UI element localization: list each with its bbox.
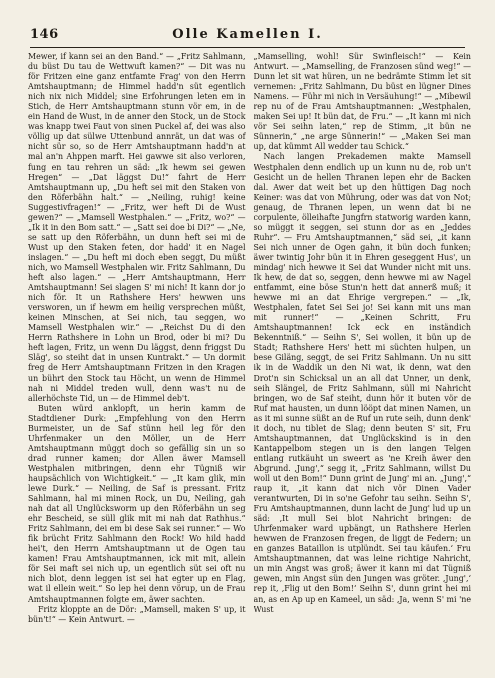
paragraph: Mewer, if kann sei an den Band.“ — „Fritz Sahlmann, du büst Du tau de Wettwuft kamen?“ — Dit was nu för Fritzen eine ganz entfamte Frag' von den Herrn Amtshauptmann; de Himmel hadd'n süt egentlich nich nix nich Middel; sine Erfohrungen leten em in Stich, de Herr Amtshauptmann stunn vör em, in de ein Hand de Wust, in de anner den Stock, un de Stock was knapp twei Faut von sinen Puckel af, dei was also völlig up dat sülwe Uttenbund annrät, un dat was of nicht sür so, so de Herr Amtshauptmann hadd'n at mal an'n Ahppen marft. Hei gawwe sit also verloren, fung en tau rehren un säd: „Ik hewm sei gewen Hregen“ — „Dat läggst Du!“ fahrt de Herr Amtshauptmann up, „Du heft sei mit den Staken von den Röferbähn halt.“ — „Neiling, ruhig! keine Suggestivfragen!“ — „Fritz, wer heft Di de Wust gewen?“ — „Mamsell Westphalen.“ — „Fritz, wo?“ — „Ik it in den Bom satt.“ — „Satt sei doe bi Di?“ — „Ne, se satt up den Röferbähn, un dunn heft sei mi de Wust up den Staken feten, dor hadd' it en Nagel inslagen.“ — „Du heft mi doch eben seggt, Du müßt nich, wo Mamsell Westphalen wir. Fritz Sahlmann, Du heft also lagen.“ — „Herr Amtshauptmann, Herr Amtshauptmann! Sei slagen S' mi nich! It kann dor jo nich för. It un Rathshere Hers' hewwen uns versworen, un if hewm em heilig versprechen müßt, keinen Minschen, at Sei nich, tau seggen, wo Mamsell Westphalen wir.“ — „Reichst Du di den Herrn Rathshere in Lohn un Brod, oder bi mi? Du heft lagen, Fritz, un wenn Du läggst, denn friggst Du Släg', so steiht dat in unsen Kuntrakt.“ — Un dormit freg de Herr Amtshauptmann Fritzen in den Kragen un bührt den Stock tau Höcht, un wenn de Himmel nah ni Middel treden wull, denn was't nu de allerhöchste Tid, un — de Himmel deb't.	[28, 52, 246, 403]
left-column	[28, 52, 246, 656]
header-rule	[30, 47, 465, 48]
paragraph: „Mamselling, wohl! Sür Swinfleisch!“ — Kein Antwurt. — „Mamselling, de Franzosen sünd weg!“ — Dunn let sit wat hüren, un ne bedrämte Stimm let sit vernemen: „Fritz Sahlmann, Du büst en lügner Dines Namens. — Führ mi nich in Versäuhung!“ — „Mibewil rep nu of de Frau Amtshauptmannen: „Westphalen, maken Sei up! It bün dat, de Fru.“ — „It kann mi nich vör Sei seihn laten,“ rep de Stimm, „it bün ne Sünnerin,“ „ne arge Sünnerin!“ — „Maken Sei man up, dat kümmt All wedder tau Schick.“	[253, 52, 471, 152]
text-columns	[28, 52, 471, 656]
paragraph: Buten würd anklopft, un herin kamm de Stadtdiener Durk: „Empfehlung von den Herrn Burmeister, un de Saf stünn heil leg för den Uhrfenmaker un den Möller, un de Herr Amtshauptmann müggt doch so gefällig sin un so drad runner kamen; dor Allen äwer Mamsell Westphalen mitbringen, denn ehr Tügniß wir haupsächlich von Wichtigkeit.“ — „It kam glik, min lewe Durk.“ — Neiling, de Saf is pressant. Fritz Sahlmann, hal mi minen Rock, un Du, Neiling, gah nah dat all Unglücksworm up den Röferbähn un seg ehr Bescheid, se süll glik mit mi nah dat Rathhus.“ Fritz Sahlmann, dei em bi dese Sak sei runner.“ — Wo fik brücht Fritz Sahlmann den Rock! Wo hild hadd hei't, den Herrn Amtshauptmann ut de Ogen tau kamen! Frau Amtshauptmannen, ick mit mit, allein för Sei maft sei nich up, un egentlich süt sei oft nu nich blot, denn leggen ist sei hat egter up en Flag, wat il ellein weit.“ So lep hei denn vörup, un de Frau Amtshauptmannen folgte em, äwer sachten.	[28, 403, 246, 604]
page-number: 146	[30, 26, 59, 42]
paragraph: Nach langen Prekademen makte Mamsell Westphalen denn endlich up un kunn nu de, rob un't Gesicht un de hellen Thranen lepen ehr de Backen dal. Awer dat weit bet up den hüttigen Dag noch Keiner: was dat von Mührung, oder was dat von Not; genaug, de Thranen lepen, un wenn dat bi ne corpulente, ölleihafte Jungfrn statworig warden kann, so müggt it seggen, sei stunn dor as en „Jeddes Ruhr“. — Fru Amtshauptmannen,“ säd sei, „it kann Sei nich unner de Ogen gahn, it bün doch funken; äwer twintig Johr bün it in Ehren geseggent Hus', un mindag' nich hewwe it Sei dat Wunder nicht mit uns. Ik hew, de dat so, seggen, denn hewwe mi aw Nagel entfammt, eine böse Stun'n hett dat annerß muß; it hewwe mi an dat Ehrige vergrepen.“ — „Ik, Westphalen, fatet Sei Sei jo! Sei kann mit uns man mit runner!“ — „Keinen Schritt, Fru Amtshauptmannen! Ick eck en inständich Bekenntniß.“ — Seihn S', Sei wollen, it bün up de Stadt; Rathshere Hers' hett mi süchten hulpen, un bese Giläng, seggt, de sei Fritz Sahlmann. Un nu sitt ik in de Waddik un den Ni wat, ik denn, wat den Drot'n sin Schicksal un an all dat Unner, un denk, seih Slängel, de Fritz Sahlmann, süll mi Nahricht bringen, wo de Saf steiht, dunn hör it buten vör de Ruf mat hausten, un dunn lööpt dat minen Namen, un as it mi sunne süßt an de Ruf un rute seih, dunn denk' it doch, nu tiblet de Slag; denn beuten S' sit, Fru Amtshauptmannen, dat Unglückskind is in den Kantappelbom stegen un is den langen Telgen entlang rutkäuht un sweert as 'ne Kreih äwer den Abgrund. ‚Jung',“ segg it, „Fritz Sahlmann, willst Du woll ut den Bom!“ Dunn grint de Jung' mi an. „Jung',“ raup it, „it kann dat nich vör Dinen Vader verantwurten, Di in so'ne Gefohr tau seihn. Seihn S', Fru Amtshauptmannen, dunn lacht de Jung' lud up un säd: ‚It mull Sei blot Nahricht bringen: de Uhrfenmaker ward upbängt, un Rathshere Herlen hewwen de Franzosen fregen, de liggt de Federn; un en ganzes Bataillon is utplündt. Sei tau käufen.‘ Fru Amtshauptmannen, dat was leine richtige Nahricht, un min Angst was groß; äwer it kann mi dat Tügniß gewen, min Angst sün den Jungen was gröter. ‚Jung',‘ rep it, ‚Flig ut den Bom!‘ Seihn S', dunn grint hei mi an, as en Ap up en Kameel, un säd: ‚Ja, wenn S' mi 'ne Wust	[253, 152, 471, 614]
page-header	[30, 24, 465, 44]
right-column	[254, 52, 472, 656]
paragraph: Fritz kloppte an de Dör: „Mamsell, maken S' up, it bün't!“ — Kein Antwurt. —	[28, 604, 246, 624]
running-title: Olle Kamellen I.	[172, 26, 323, 42]
